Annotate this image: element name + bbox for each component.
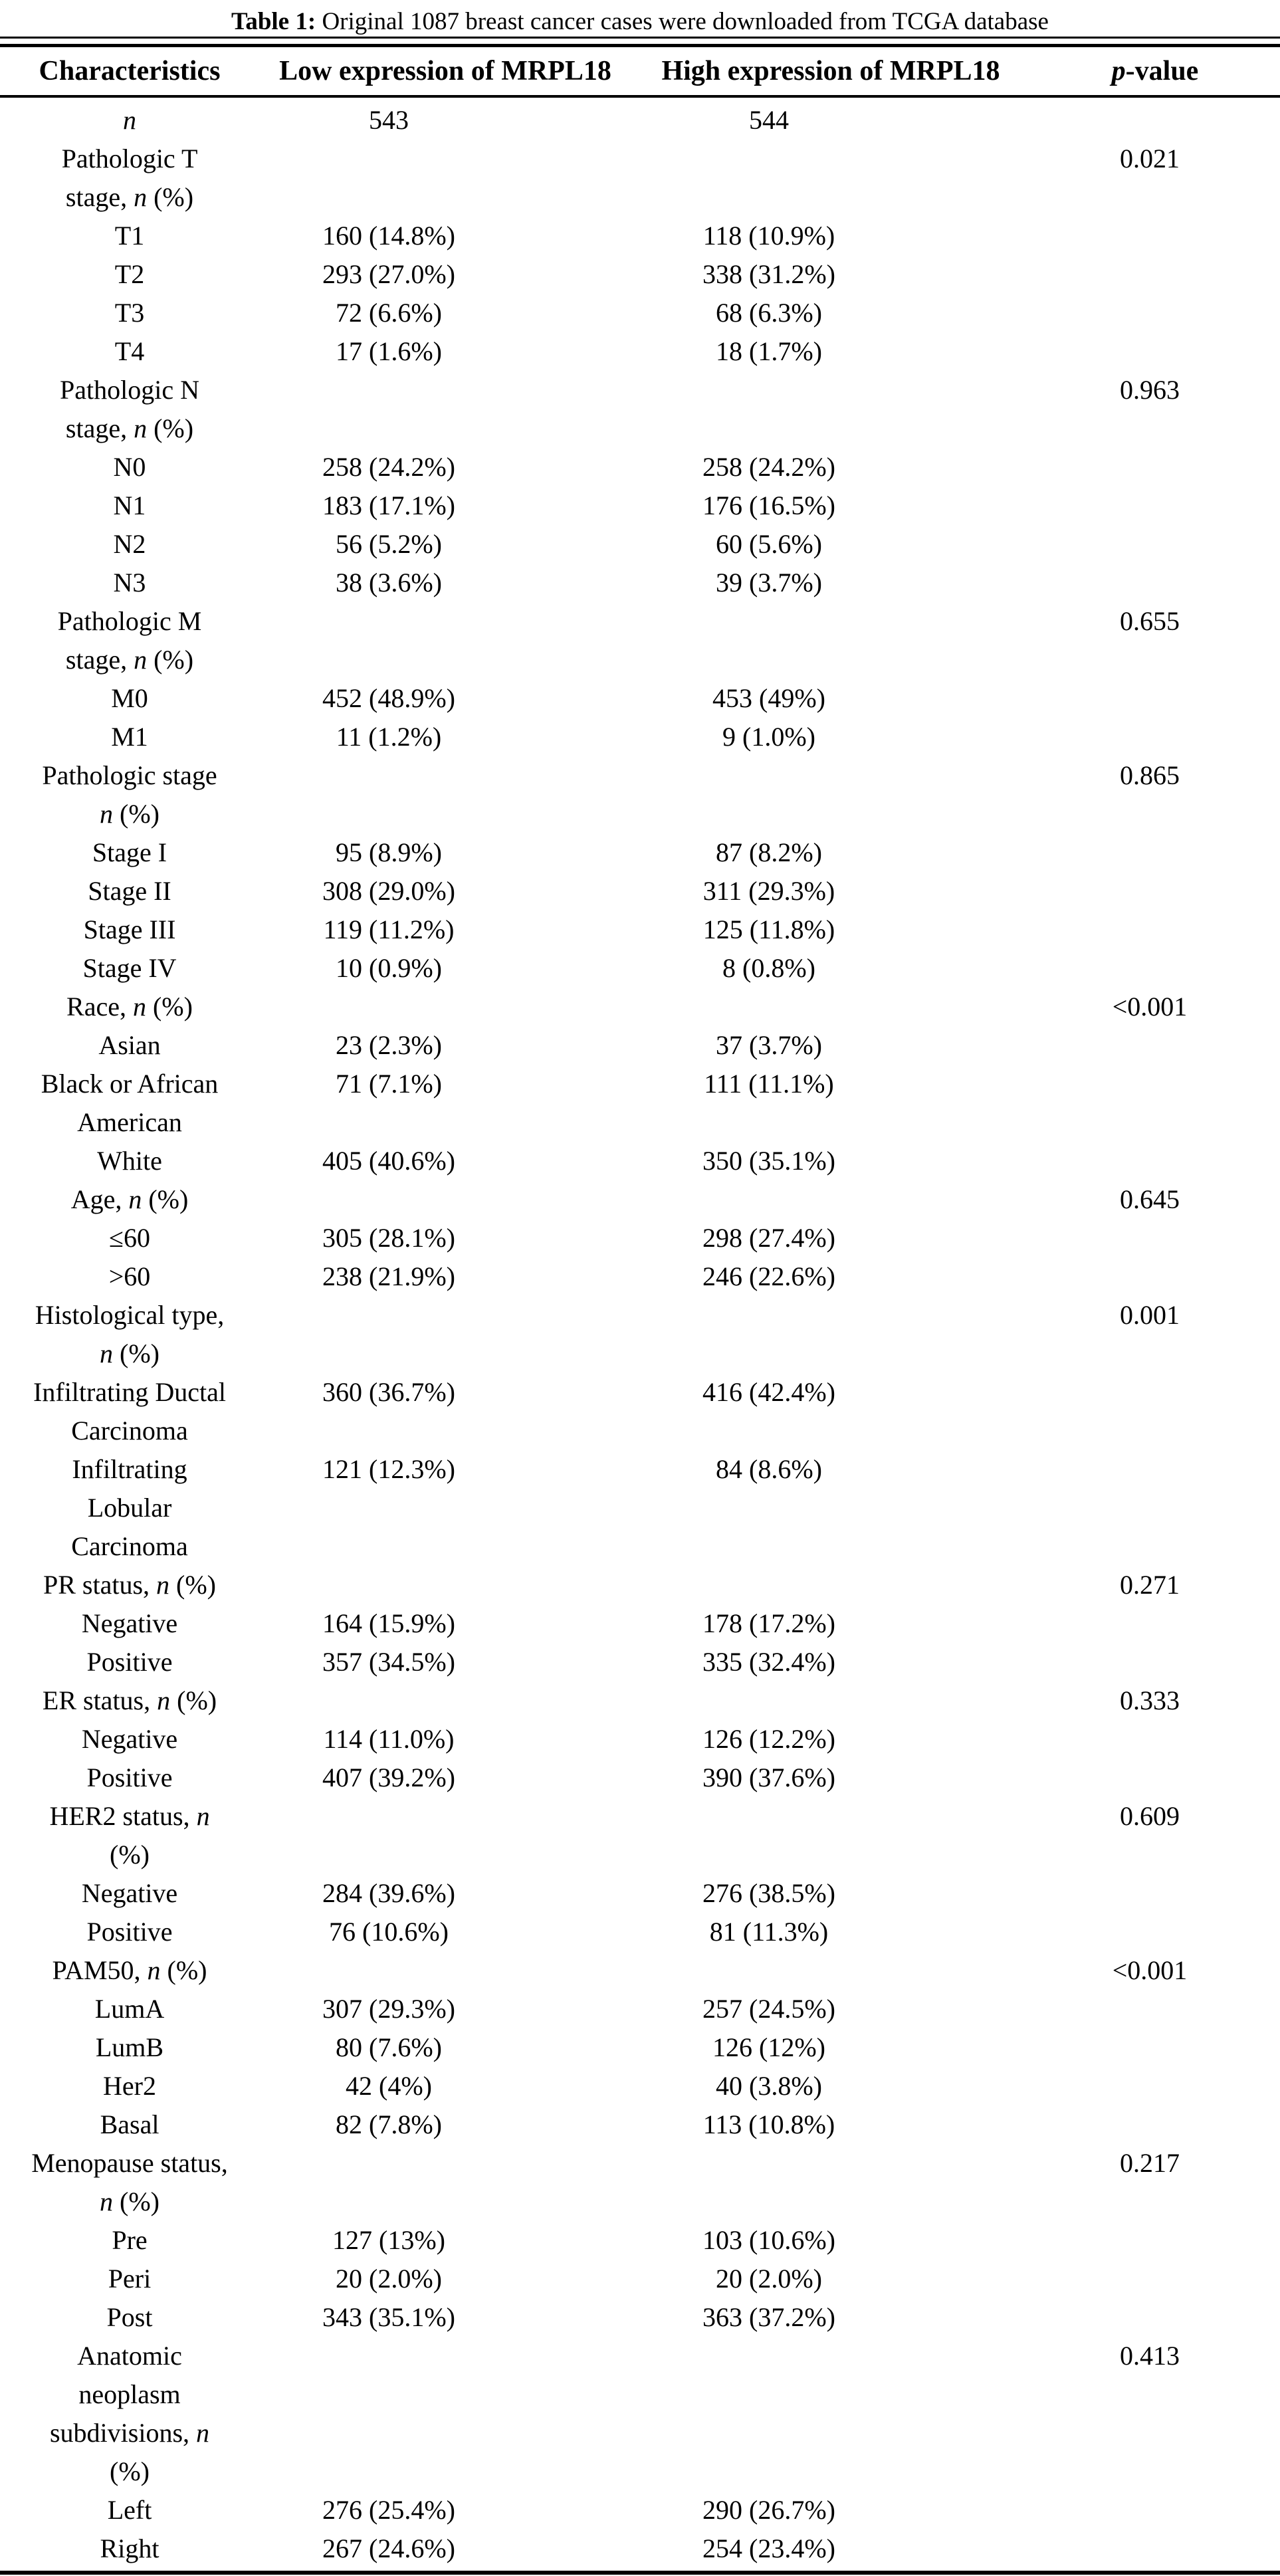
characteristic-cell xyxy=(0,1951,259,1990)
characteristic-line: ≤60 xyxy=(109,1223,150,1253)
characteristic-line: Left xyxy=(107,2495,152,2525)
characteristic-line: LumA xyxy=(94,1994,165,2024)
table-row xyxy=(0,564,1280,602)
high-expression-value-cell: 40 (3.8%) xyxy=(716,2071,822,2101)
table-row xyxy=(0,1065,1280,1142)
characteristic-cell xyxy=(0,1681,259,1720)
high-expression-value-cell: 338 (31.2%) xyxy=(702,259,835,289)
low-expression-value-cell: 80 (7.6%) xyxy=(336,2032,442,2062)
table-row xyxy=(0,2221,1280,2260)
characteristic-line: Carcinoma xyxy=(71,1416,188,1446)
table-row xyxy=(0,833,1280,872)
high-expression-value-cell: 176 (16.5%) xyxy=(702,490,835,520)
characteristic-line: Negative xyxy=(81,1724,178,1754)
characteristic-line: T2 xyxy=(114,259,145,289)
p-value-cell: 0.645 xyxy=(1120,1184,1180,1214)
low-expression-value-cell: 82 (7.8%) xyxy=(336,2109,442,2139)
table-row xyxy=(0,949,1280,988)
characteristic-cell xyxy=(0,448,259,486)
characteristic-cell xyxy=(0,332,259,371)
low-expression-value-cell: 308 (29.0%) xyxy=(322,876,455,906)
table-row xyxy=(0,371,1280,448)
p-value-cell: <0.001 xyxy=(1112,1955,1188,1985)
high-expression-value-cell: 276 (38.5%) xyxy=(702,1878,835,1908)
characteristic-line: N0 xyxy=(113,452,146,482)
table-row xyxy=(0,1913,1280,1951)
high-expression-value-cell: 257 (24.5%) xyxy=(702,1994,835,2024)
p-value-cell: 0.865 xyxy=(1120,760,1180,790)
characteristic-cell xyxy=(0,1257,259,1296)
characteristic-cell xyxy=(0,2337,259,2491)
top-rule-thin xyxy=(0,37,1280,39)
characteristic-cell xyxy=(0,2260,259,2298)
low-expression-value-cell: 258 (24.2%) xyxy=(322,452,455,482)
high-expression-value-cell: 126 (12%) xyxy=(712,2032,825,2062)
characteristic-line: Stage III xyxy=(83,914,176,944)
high-expression-value-cell: 84 (8.6%) xyxy=(716,1454,822,1484)
characteristic-line: stage, n (%) xyxy=(65,645,194,675)
characteristic-line: Peri xyxy=(108,2264,152,2294)
characteristic-cell xyxy=(0,718,259,756)
characteristic-line: Post xyxy=(106,2302,153,2332)
low-expression-value-cell: 164 (15.9%) xyxy=(322,1608,455,1638)
table-row xyxy=(0,1219,1280,1257)
characteristic-line: >60 xyxy=(108,1261,151,1291)
table-row xyxy=(0,1874,1280,1913)
characteristic-line: Anatomic xyxy=(77,2341,182,2371)
table-row xyxy=(0,602,1280,679)
high-expression-value-cell: 350 (35.1%) xyxy=(702,1146,835,1176)
low-expression-value-cell: 10 (0.9%) xyxy=(336,953,442,983)
characteristic-cell xyxy=(0,756,259,833)
low-expression-value-cell: 360 (36.7%) xyxy=(322,1377,455,1407)
high-expression-value-cell: 311 (29.3%) xyxy=(702,876,835,906)
characteristic-line: HER2 status, n xyxy=(49,1801,210,1831)
characteristic-line: Infiltrating xyxy=(72,1454,187,1484)
low-expression-value-cell: 407 (39.2%) xyxy=(322,1763,455,1792)
characteristic-cell xyxy=(0,1874,259,1913)
table-row xyxy=(0,718,1280,756)
table-row xyxy=(0,1951,1280,1990)
characteristic-cell xyxy=(0,911,259,949)
high-expression-value-cell: 113 (10.8%) xyxy=(702,2109,835,2139)
low-expression-value-cell: 276 (25.4%) xyxy=(322,2495,455,2525)
low-expression-value-cell: 11 (1.2%) xyxy=(336,722,442,752)
characteristic-line: Right xyxy=(100,2533,160,2563)
high-expression-value-cell: 39 (3.7%) xyxy=(716,568,822,597)
characteristic-line: n (%) xyxy=(100,1339,160,1368)
high-expression-value-cell: 18 (1.7%) xyxy=(716,336,822,366)
table-row xyxy=(0,756,1280,833)
high-expression-value-cell: 390 (37.6%) xyxy=(702,1763,835,1792)
high-expression-value-cell: 335 (32.4%) xyxy=(702,1647,835,1677)
low-expression-value-cell: 42 (4%) xyxy=(346,2071,432,2101)
column-header-characteristics: Characteristics xyxy=(39,56,221,86)
characteristic-cell xyxy=(0,1065,259,1142)
low-expression-value-cell: 183 (17.1%) xyxy=(322,490,455,520)
low-expression-value-cell: 160 (14.8%) xyxy=(322,221,455,251)
characteristic-cell xyxy=(0,1720,259,1759)
characteristic-line: Black or African xyxy=(41,1069,219,1099)
characteristic-cell xyxy=(0,1296,259,1373)
high-expression-value-cell: 87 (8.2%) xyxy=(716,837,822,867)
p-value-cell: 0.413 xyxy=(1120,2341,1180,2371)
table-row xyxy=(0,911,1280,949)
characteristic-line: n xyxy=(123,105,136,135)
characteristic-cell xyxy=(0,1566,259,1604)
table-row xyxy=(0,2298,1280,2337)
p-value-cell: 0.271 xyxy=(1120,1570,1180,1600)
characteristic-cell xyxy=(0,949,259,988)
characteristic-line: Stage II xyxy=(88,876,171,906)
characteristic-line: (%) xyxy=(110,1840,150,1870)
p-value-cell: 0.217 xyxy=(1120,2148,1180,2178)
characteristic-line: T3 xyxy=(114,298,145,328)
characteristic-cell xyxy=(0,486,259,525)
low-expression-value-cell: 305 (28.1%) xyxy=(322,1223,455,1253)
characteristic-line: Menopause status, xyxy=(31,2148,228,2178)
table-caption xyxy=(0,0,1280,37)
column-header-high-expression: High expression of MRPL18 xyxy=(661,56,1000,86)
characteristic-line: PAM50, n (%) xyxy=(52,1955,207,1985)
low-expression-value-cell: 95 (8.9%) xyxy=(336,837,442,867)
table-row xyxy=(0,2067,1280,2105)
characteristic-line: T4 xyxy=(114,336,145,366)
p-value-cell: 0.333 xyxy=(1120,1685,1180,1715)
low-expression-value-cell: 121 (12.3%) xyxy=(322,1454,455,1484)
characteristic-cell xyxy=(0,872,259,911)
p-value-cell: <0.001 xyxy=(1112,992,1188,1021)
characteristic-cell xyxy=(0,217,259,255)
p-value-cell: 0.001 xyxy=(1120,1300,1180,1330)
table-row xyxy=(0,2260,1280,2298)
table-row xyxy=(0,1450,1280,1566)
high-expression-value-cell: 178 (17.2%) xyxy=(702,1608,835,1638)
characteristic-cell xyxy=(0,2028,259,2067)
high-expression-value-cell: 416 (42.4%) xyxy=(702,1377,835,1407)
low-expression-value-cell: 452 (48.9%) xyxy=(322,683,455,713)
table-row xyxy=(0,1720,1280,1759)
high-expression-value-cell: 20 (2.0%) xyxy=(716,2264,822,2294)
high-expression-value-cell: 81 (11.3%) xyxy=(709,1917,829,1947)
high-expression-value-cell: 9 (1.0%) xyxy=(722,722,815,752)
characteristic-cell xyxy=(0,1219,259,1257)
characteristic-cell xyxy=(0,294,259,332)
characteristic-line: Positive xyxy=(86,1763,173,1792)
table-row xyxy=(0,448,1280,486)
table-row xyxy=(0,101,1280,140)
characteristic-line: N1 xyxy=(113,490,146,520)
table-row xyxy=(0,255,1280,294)
table-row xyxy=(0,486,1280,525)
low-expression-value-cell: 72 (6.6%) xyxy=(336,298,442,328)
high-expression-value-cell: 126 (12.2%) xyxy=(702,1724,835,1754)
characteristic-cell xyxy=(0,1142,259,1180)
characteristic-line: PR status, n (%) xyxy=(43,1570,216,1600)
table-row xyxy=(0,2491,1280,2529)
low-expression-value-cell: 238 (21.9%) xyxy=(322,1261,455,1291)
high-expression-value-cell: 103 (10.6%) xyxy=(702,2225,835,2255)
table-row xyxy=(0,2337,1280,2491)
high-expression-value-cell: 453 (49%) xyxy=(712,683,825,713)
p-value-cell: 0.021 xyxy=(1120,144,1180,173)
table-row xyxy=(0,2028,1280,2067)
low-expression-value-cell: 71 (7.1%) xyxy=(336,1069,442,1099)
low-expression-value-cell: 357 (34.5%) xyxy=(322,1647,455,1677)
low-expression-value-cell: 23 (2.3%) xyxy=(336,1030,442,1060)
characteristic-line: Stage IV xyxy=(82,953,177,983)
high-expression-value-cell: 37 (3.7%) xyxy=(716,1030,822,1060)
characteristic-cell xyxy=(0,1026,259,1065)
characteristic-cell xyxy=(0,2529,259,2568)
low-expression-value-cell: 127 (13%) xyxy=(332,2225,445,2255)
table-header-row xyxy=(0,47,1280,95)
characteristic-cell xyxy=(0,1797,259,1874)
high-expression-value-cell: 258 (24.2%) xyxy=(702,452,835,482)
high-expression-value-cell: 290 (26.7%) xyxy=(702,2495,835,2525)
characteristic-line: Infiltrating Ductal xyxy=(33,1377,226,1407)
characteristic-line: n (%) xyxy=(100,799,160,829)
characteristic-cell xyxy=(0,602,259,679)
characteristic-line: Positive xyxy=(86,1647,173,1677)
characteristic-line: Carcinoma xyxy=(71,1531,188,1561)
high-expression-value-cell: 111 (11.1%) xyxy=(704,1069,834,1099)
characteristic-line: Negative xyxy=(81,1608,178,1638)
characteristic-line: LumB xyxy=(95,2032,164,2062)
characteristic-line: Her2 xyxy=(103,2071,156,2101)
characteristic-cell xyxy=(0,1913,259,1951)
low-expression-value-cell: 293 (27.0%) xyxy=(322,259,455,289)
characteristic-line: Pathologic M xyxy=(57,606,202,636)
table-row xyxy=(0,2105,1280,2144)
high-expression-value-cell: 298 (27.4%) xyxy=(702,1223,835,1253)
characteristic-cell xyxy=(0,1450,259,1566)
low-expression-value-cell: 114 (11.0%) xyxy=(323,1724,455,1754)
table-row xyxy=(0,1296,1280,1373)
characteristic-cell xyxy=(0,833,259,872)
characteristic-line: Positive xyxy=(86,1917,173,1947)
characteristic-line: n (%) xyxy=(100,2187,160,2216)
characteristic-line: American xyxy=(77,1107,182,1137)
table-caption-label: Table 1: xyxy=(231,8,316,35)
characteristic-cell xyxy=(0,525,259,564)
characteristic-line: ER status, n (%) xyxy=(42,1685,217,1715)
characteristic-line: M0 xyxy=(111,683,148,713)
table-row xyxy=(0,140,1280,217)
characteristic-cell xyxy=(0,1643,259,1681)
characteristic-line: Pre xyxy=(112,2225,148,2255)
high-expression-value-cell: 246 (22.6%) xyxy=(702,1261,835,1291)
high-expression-value-cell: 125 (11.8%) xyxy=(702,914,835,944)
characteristic-cell xyxy=(0,2067,259,2105)
low-expression-value-cell: 307 (29.3%) xyxy=(322,1994,455,2024)
table-row xyxy=(0,332,1280,371)
p-value-italic-p: p xyxy=(1111,56,1126,86)
characteristic-line: White xyxy=(97,1146,162,1176)
low-expression-value-cell: 284 (39.6%) xyxy=(322,1878,455,1908)
characteristic-line: Asian xyxy=(98,1030,161,1060)
high-expression-value-cell: 363 (37.2%) xyxy=(702,2302,835,2332)
table-row xyxy=(0,1681,1280,1720)
low-expression-value-cell: 38 (3.6%) xyxy=(336,568,442,597)
characteristic-line: stage, n (%) xyxy=(65,182,194,212)
low-expression-value-cell: 119 (11.2%) xyxy=(323,914,455,944)
p-value-cell: 0.963 xyxy=(1120,375,1180,405)
characteristic-line: Stage I xyxy=(92,837,167,867)
table-row xyxy=(0,1257,1280,1296)
p-value-suffix: -value xyxy=(1125,56,1199,86)
characteristic-cell xyxy=(0,2221,259,2260)
characteristic-cell xyxy=(0,1604,259,1643)
characteristic-line: (%) xyxy=(110,2456,150,2486)
high-expression-value-cell: 544 xyxy=(749,105,789,135)
p-value-cell: 0.609 xyxy=(1120,1801,1180,1831)
bottom-rule xyxy=(0,2571,1280,2575)
characteristic-line: Race, n (%) xyxy=(66,992,193,1021)
characteristic-cell xyxy=(0,679,259,718)
characteristic-cell xyxy=(0,1180,259,1219)
characteristic-cell xyxy=(0,255,259,294)
characteristic-cell xyxy=(0,2491,259,2529)
low-expression-value-cell: 20 (2.0%) xyxy=(336,2264,442,2294)
characteristic-line: Histological type, xyxy=(35,1300,225,1330)
table-row xyxy=(0,988,1280,1026)
table-row xyxy=(0,1990,1280,2028)
low-expression-value-cell: 405 (40.6%) xyxy=(322,1146,455,1176)
characteristic-cell xyxy=(0,371,259,448)
table-row xyxy=(0,1180,1280,1219)
characteristic-line: Pathologic stage xyxy=(42,760,217,790)
high-expression-value-cell: 118 (10.9%) xyxy=(702,221,835,251)
characteristic-cell xyxy=(0,1759,259,1797)
column-header-low-expression: Low expression of MRPL18 xyxy=(279,56,611,86)
low-expression-value-cell: 543 xyxy=(369,105,409,135)
characteristic-line: Lobular xyxy=(87,1493,172,1523)
high-expression-value-cell: 254 (23.4%) xyxy=(702,2533,835,2563)
characteristic-line: N3 xyxy=(113,568,146,597)
characteristic-line: T1 xyxy=(114,221,145,251)
table-row xyxy=(0,872,1280,911)
table-row xyxy=(0,1604,1280,1643)
high-expression-value-cell: 68 (6.3%) xyxy=(716,298,822,328)
characteristic-line: Negative xyxy=(81,1878,178,1908)
table-row xyxy=(0,1643,1280,1681)
characteristic-cell xyxy=(0,2105,259,2144)
table-row xyxy=(0,2144,1280,2221)
table-row xyxy=(0,1026,1280,1065)
table-caption-text: Original 1087 breast cancer cases were downloaded from TCGA database xyxy=(316,8,1049,35)
table-row xyxy=(0,1142,1280,1180)
characteristic-line: Pathologic N xyxy=(60,375,199,405)
characteristic-line: M1 xyxy=(111,722,148,752)
table-row xyxy=(0,1759,1280,1797)
low-expression-value-cell: 76 (10.6%) xyxy=(329,1917,449,1947)
characteristic-line: subdivisions, n xyxy=(49,2418,210,2448)
characteristic-cell xyxy=(0,1990,259,2028)
characteristic-line: Basal xyxy=(100,2109,160,2139)
p-value-cell: 0.655 xyxy=(1120,606,1180,636)
low-expression-value-cell: 343 (35.1%) xyxy=(322,2302,455,2332)
table-row xyxy=(0,525,1280,564)
characteristic-line: Age, n (%) xyxy=(70,1184,189,1214)
table-row xyxy=(0,294,1280,332)
characteristic-line: Pathologic T xyxy=(61,144,198,173)
table-row xyxy=(0,1797,1280,1874)
low-expression-value-cell: 56 (5.2%) xyxy=(336,529,442,559)
table-row xyxy=(0,679,1280,718)
characteristic-cell xyxy=(0,101,259,140)
characteristic-cell xyxy=(0,2144,259,2221)
high-expression-value-cell: 8 (0.8%) xyxy=(722,953,815,983)
table-body xyxy=(0,98,1280,2568)
table-row xyxy=(0,1566,1280,1604)
characteristic-line: N2 xyxy=(113,529,146,559)
low-expression-value-cell: 267 (24.6%) xyxy=(322,2533,455,2563)
high-expression-value-cell: 60 (5.6%) xyxy=(716,529,822,559)
characteristic-cell xyxy=(0,564,259,602)
low-expression-value-cell: 17 (1.6%) xyxy=(336,336,442,366)
characteristic-cell xyxy=(0,2298,259,2337)
table-row xyxy=(0,2529,1280,2568)
characteristic-line: stage, n (%) xyxy=(65,413,194,443)
table-row xyxy=(0,1373,1280,1450)
characteristic-cell xyxy=(0,988,259,1026)
table-row xyxy=(0,217,1280,255)
characteristic-cell xyxy=(0,140,259,217)
column-header-p-value xyxy=(1030,54,1280,88)
characteristic-cell xyxy=(0,1373,259,1450)
characteristic-line: neoplasm xyxy=(78,2379,181,2409)
